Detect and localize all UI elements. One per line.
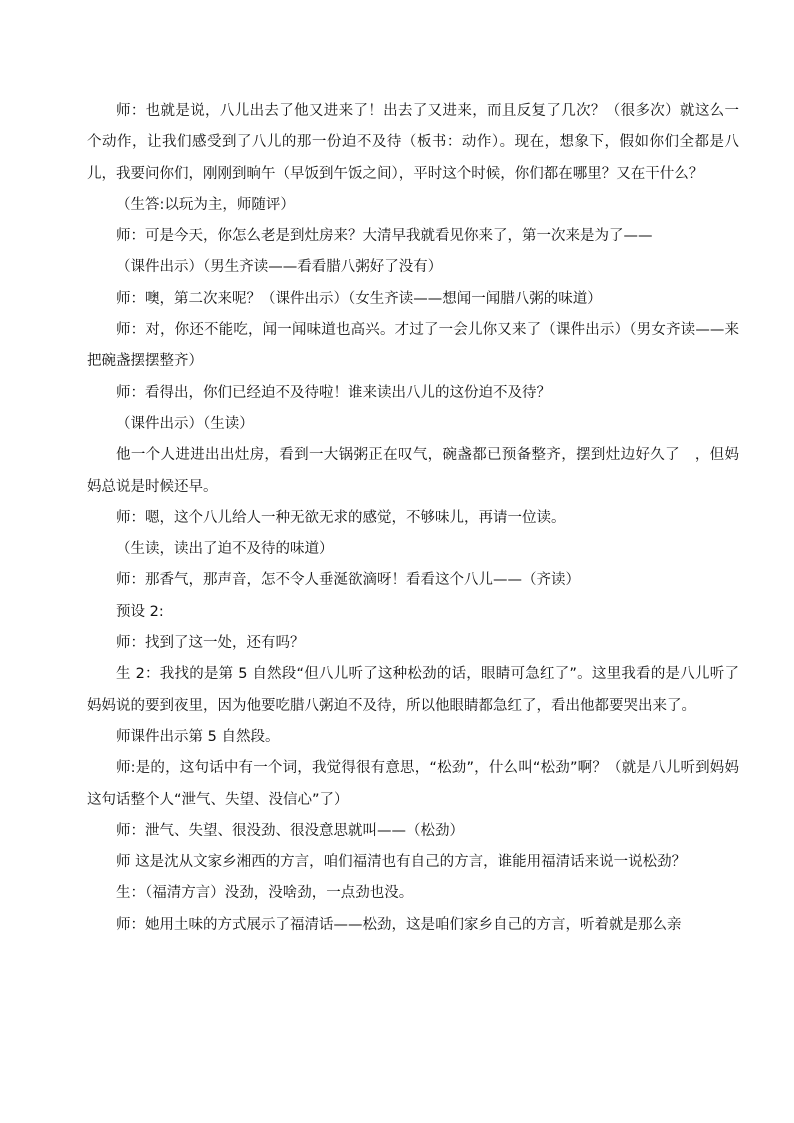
- paragraph: 师：也就是说，八儿出去了他又进来了！出去了又进来，而且反复了几次？（很多次）就这么一个动作，让我们感受到了八儿的那一份迫不及待（板书：动作）。现在，想象下，假如你们全都是八儿，我要问你们，刚刚到晌午（早饭到午饭之间），平时这个时候，你们都在哪里？又在干什么？: [87, 103, 739, 182]
- paragraph: 师：可是今天，你怎么老是到灶房来？大清早我就看见你来了，第一次来是为了——: [116, 228, 653, 245]
- paragraph: 生：（福清方言）没劲，没啥劲，一点劲也没。: [116, 885, 414, 902]
- lesson-transcript: [87, 96, 739, 941]
- paragraph: （课件出示）（生读）: [116, 415, 254, 432]
- paragraph: 生 2：我找的是第 5 自然段“但八儿听了这种松劲的话，眼睛可急红了”。这里我看的是八儿听了妈妈说的要到夜里，因为他要吃腊八粥迫不及待，所以他眼睛都急红了，看出他都要哭出来了。: [87, 666, 739, 714]
- paragraph: 师 这是沈从文家乡湘西的方言，咱们福清也有自己的方言，谁能用福清话来说一说松劲？: [116, 854, 687, 871]
- paragraph: 师：噢，第二次来呢？（课件出示）（女生齐读——想闻一闻腊八粥的味道）: [116, 290, 602, 307]
- paragraph: 师:是的，这句话中有一个词，我觉得很有意思，“松劲”，什么叫“松劲”啊？（就是八儿听到妈妈这句话整个人“泄气、失望、没信心”了）: [87, 760, 739, 808]
- paragraph: 他一个人进进出出灶房，看到一大锅粥正在叹气，碗盏都已预备整齐，摆到灶边好久了 ，但妈妈总说是时候还早。: [87, 447, 739, 495]
- paragraph: 师：看得出，你们已经迫不及待啦！谁来读出八儿的这份迫不及待？: [116, 384, 551, 401]
- paragraph: 师：泄气、失望、很没劲、很没意思就叫——（松劲）: [116, 822, 464, 839]
- paragraph: 师：她用土味的方式展示了福清话——松劲，这是咱们家乡自己的方言，听着就是那么亲: [116, 916, 682, 933]
- paragraph: 师课件出示第 5 自然段。: [116, 728, 280, 745]
- paragraph: （课件出示）（男生齐读——看看腊八粥好了没有）: [116, 259, 443, 276]
- paragraph: 师：那香气，那声音，怎不令人垂涎欲滴呀！看看这个八儿——（齐读）: [116, 572, 580, 589]
- paragraph: 师：对，你还不能吃，闻一闻味道也高兴。才过了一会儿你又来了（课件出示）（男女齐读——来把碗盏摆摆整齐）: [87, 322, 739, 370]
- paragraph: 师：嗯，这个八儿给人一种无欲无求的感觉，不够味儿，再请一位读。: [116, 509, 566, 526]
- paragraph: 师：找到了这一处，还有吗？: [116, 635, 305, 652]
- paragraph: 预设 2:: [116, 603, 164, 620]
- paragraph: （生读，读出了迫不及待的味道）: [116, 541, 334, 558]
- paragraph: （生答:以玩为主，师随评）: [116, 196, 295, 213]
